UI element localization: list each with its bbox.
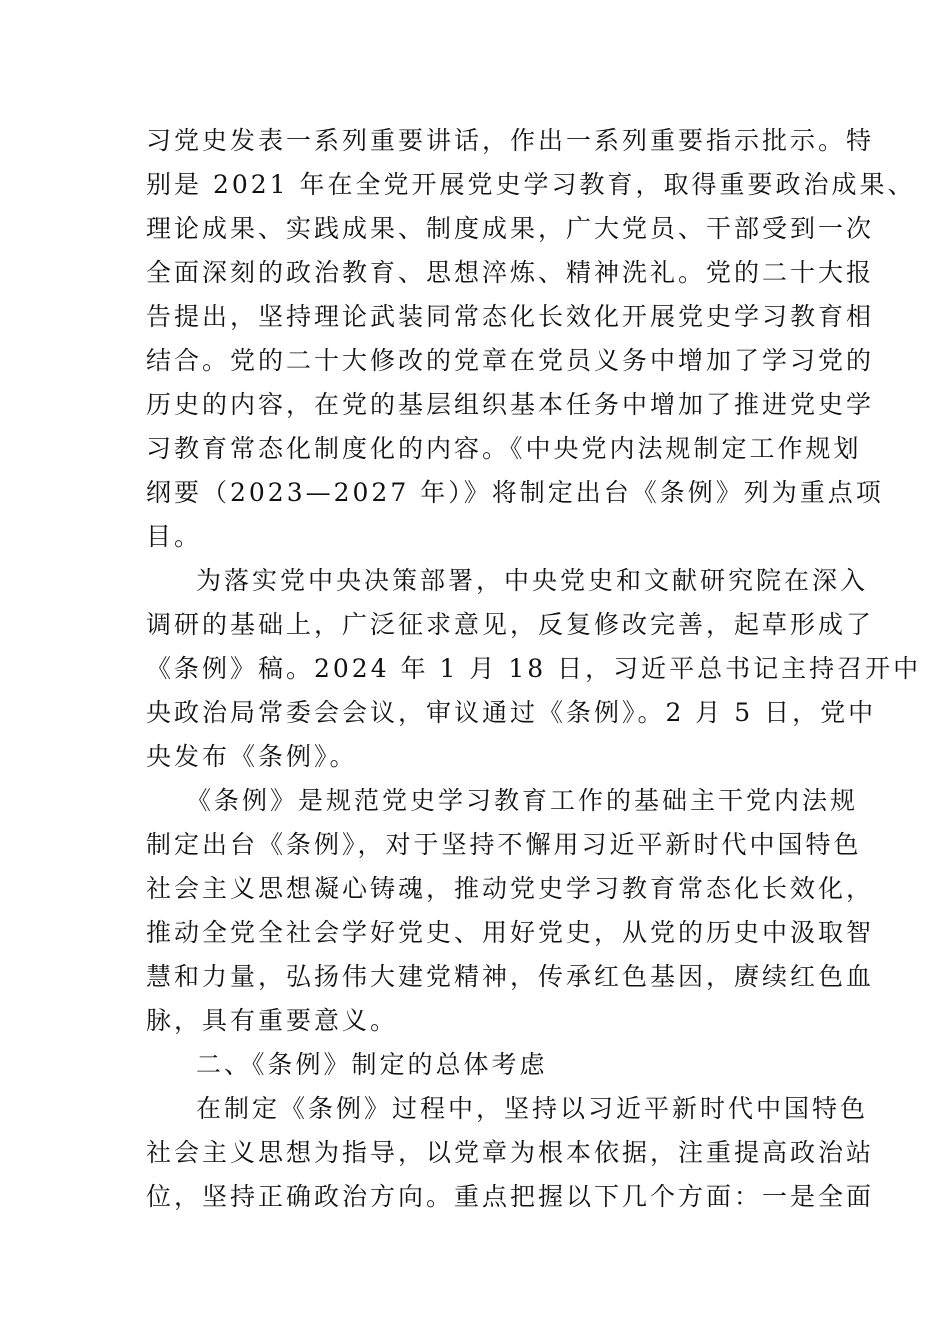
paragraph-3-line-5: 慧和力量，弘扬伟大建党精神，传承红色基因，赓续红色血 (146, 962, 875, 991)
paragraph-1-line-8: 习教育常态化制度化的内容。《中央党内法规制定工作规划 (146, 434, 862, 463)
paragraph-1-line-9: 纲要（2023—2027 年）》将制定出台《条例》列为重点项 (146, 478, 884, 507)
paragraph-3-line-1: 《条例》是规范党史学习教育工作的基础主干党内法规 (186, 786, 859, 815)
paragraph-3-line-2: 制定出台《条例》，对于坚持不懈用习近平新时代中国特色 (146, 830, 862, 859)
paragraph-4-line-1: 在制定《条例》过程中，坚持以习近平新时代中国特色 (196, 1094, 869, 1123)
paragraph-2-line-3: 《条例》稿。2024 年 1 月 18 日，习近平总书记主持召开中 (146, 654, 922, 683)
paragraph-1-line-6: 结合。党的二十大修改的党章在党员义务中增加了学习党的 (146, 346, 875, 375)
paragraph-3-line-6: 脉，具有重要意义。 (146, 1006, 399, 1035)
paragraph-1-line-1: 习党史发表一系列重要讲话，作出一系列重要指示批示。特 (146, 126, 875, 155)
section-heading: 二、《条例》制定的总体考虑 (196, 1050, 548, 1079)
paragraph-1-line-4: 全面深刻的政治教育、思想淬炼、精神洗礼。党的二十大报 (146, 258, 875, 287)
paragraph-1-line-2: 别是 2021 年在全党开展党史学习教育，取得重要政治成果、 (146, 170, 916, 199)
paragraph-4-line-3: 位，坚持正确政治方向。重点把握以下几个方面：一是全面 (146, 1182, 875, 1211)
paragraph-1-line-5: 告提出，坚持理论武装同常态化长效化开展党史学习教育相 (146, 302, 875, 331)
paragraph-3-line-3: 社会主义思想凝心铸魂，推动党史学习教育常态化长效化， (146, 874, 875, 903)
paragraph-2-line-4: 央政治局常委会会议，审议通过《条例》。2 月 5 日，党中 (146, 698, 877, 727)
paragraph-4-line-2: 社会主义思想为指导，以党章为根本依据，注重提高政治站 (146, 1138, 875, 1167)
paragraph-2-line-5: 央发布《条例》。 (146, 742, 358, 771)
paragraph-1-line-10: 目。 (146, 522, 203, 551)
paragraph-2-line-1: 为落实党中央决策部署，中央党史和文献研究院在深入 (196, 566, 869, 595)
paragraph-2-line-2: 调研的基础上，广泛征求意见，反复修改完善，起草形成了 (146, 610, 875, 639)
paragraph-3-line-4: 推动全党全社会学好党史、用好党史，从党的历史中汲取智 (146, 918, 875, 947)
paragraph-1-line-7: 历史的内容，在党的基层组织基本任务中增加了推进党史学 (146, 390, 875, 419)
paragraph-1-line-3: 理论成果、实践成果、制度成果，广大党员、干部受到一次 (146, 214, 875, 243)
